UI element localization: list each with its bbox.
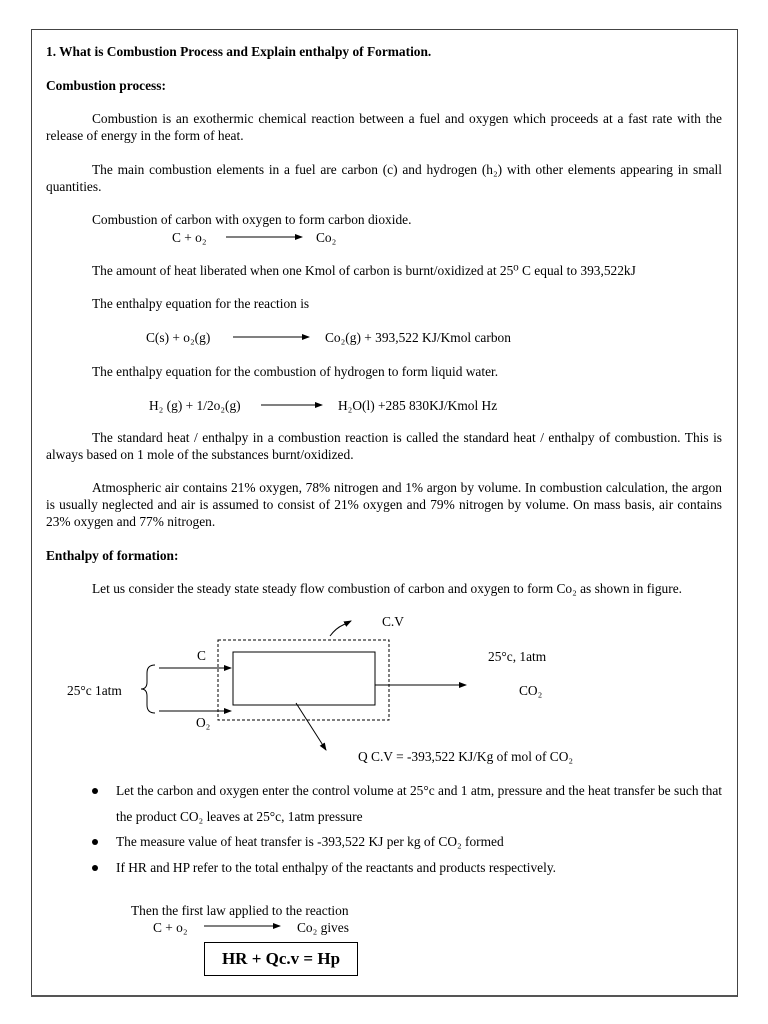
heat-transfer-arrow — [296, 703, 326, 750]
outlet-condition-label: 25°c, 1atm — [488, 649, 547, 664]
equation-3-left: H₂ (g) + 1/2o₂(g) — [149, 398, 241, 413]
paragraph-standard-heat: The standard heat / enthalpy in a combustion reaction is called the standard heat / enthalpy of combustion. This is always based on 1 mole of the substances burnt/oxidized. — [46, 430, 722, 462]
paragraph-carbon-combustion: Combustion of carbon with oxygen to form carbon dioxide. — [92, 212, 412, 227]
paragraph-steady-flow: Let us consider the steady state steady flow combustion of carbon and oxygen to form Co₂ as shown in figure. — [92, 581, 683, 596]
section-heading-formation: Enthalpy of formation: — [46, 548, 179, 563]
inlet-brace — [141, 665, 155, 713]
bullet-2-text: The measure value of heat transfer is -393,522 KJ per kg of CO₂ formed — [116, 834, 504, 849]
paragraph-enthalpy-equation: The enthalpy equation for the reaction is — [92, 296, 310, 311]
bullet-3-marker — [92, 865, 98, 871]
equation-4-left: C + o₂ — [153, 920, 188, 935]
bullet-1-text: Let the carbon and oxygen enter the control volume at 25°c and 1 atm, pressure and the heat transfer be such that the product CO₂ leaves at 25°c, 1atm pressure — [116, 783, 722, 824]
paragraph-hydrogen-combustion: The enthalpy equation for the combustion of hydrogen to form liquid water. — [92, 364, 499, 379]
bullet-3-text: If HR and HP refer to the total enthalpy of the reactants and products respectively. — [116, 860, 557, 875]
paragraph-heat-liberated: The amount of heat liberated when one Kmol of carbon is burnt/oxidized at 25⁰ C equal to 393,522kJ — [92, 263, 636, 278]
equation-1-left: C + o₂ — [172, 230, 207, 245]
first-law-equation-box: HR + Qc.v = Hp — [204, 942, 358, 976]
paragraph-combustion-elements: The main combustion elements in a fuel are carbon (c) and hydrogen (h₂) with other elements appearing in small quantities. — [46, 162, 722, 194]
bullet-2-marker — [92, 839, 98, 845]
equation-2-left: C(s) + o₂(g) — [146, 330, 211, 345]
bullet-1-marker — [92, 788, 98, 794]
equation-2-right: Co₂(g) + 393,522 KJ/Kmol carbon — [325, 330, 511, 345]
cv-pointer-arrow — [330, 621, 351, 636]
equation-4-right: Co₂ gives — [297, 920, 349, 935]
equation-3-right: H₂O(l) +285 830KJ/Kmol Hz — [338, 398, 498, 413]
oxygen-label: O₂ — [196, 715, 211, 730]
question-heading: 1. What is Combustion Process and Explain enthalpy of Formation. — [46, 44, 432, 59]
paragraph-combustion-definition: Combustion is an exothermic chemical reaction between a fuel and oxygen which proceeds at a fast rate with the release of energy in the form of heat. — [46, 111, 722, 143]
cv-label: C.V — [382, 614, 404, 629]
carbon-label: C — [197, 648, 206, 663]
heat-transfer-label: Q C.V = -393,522 KJ/Kg of mol of CO₂ — [358, 749, 574, 764]
paragraph-atmospheric-air: Atmospheric air contains 21% oxygen, 78% nitrogen and 1% argon by volume. In combustion calculation, the argon is usually neglected and air is assumed to consist of 21% oxygen and 79% nitrogen by volume. On mass basis, air contains 23% oxygen and 77% nitrogen. — [46, 480, 722, 529]
equation-1-right: Co₂ — [316, 230, 337, 245]
first-law-intro: Then the first law applied to the reaction — [131, 903, 349, 918]
section-heading-combustion: Combustion process: — [46, 78, 166, 93]
reactor-box — [233, 652, 375, 705]
inlet-condition-label: 25°c 1atm — [67, 683, 122, 698]
product-label: CO₂ — [519, 683, 543, 698]
